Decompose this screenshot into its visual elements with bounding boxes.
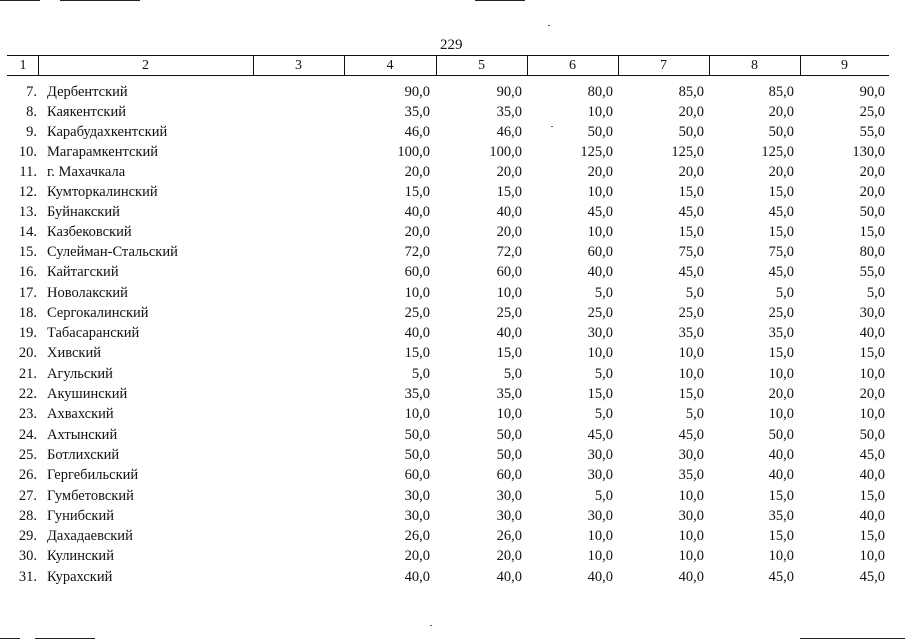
value-col-7: 40,0 bbox=[678, 569, 704, 585]
table-row bbox=[0, 244, 905, 264]
row-number: 31. bbox=[18, 569, 37, 585]
value-col-5: 50,0 bbox=[496, 427, 522, 443]
value-col-6: 15,0 bbox=[587, 386, 613, 402]
value-col-7: 10,0 bbox=[678, 548, 704, 564]
value-col-6: 60,0 bbox=[587, 244, 613, 260]
district-name: Табасаранский bbox=[47, 325, 140, 341]
district-name: Магарамкентский bbox=[47, 144, 158, 160]
value-col-7: 30,0 bbox=[678, 447, 704, 463]
column-header-3: 3 bbox=[295, 58, 302, 73]
value-col-9: 130,0 bbox=[852, 144, 885, 160]
value-col-9: 10,0 bbox=[859, 366, 885, 382]
value-col-6: 5,0 bbox=[594, 366, 613, 382]
district-name: г. Махачкала bbox=[47, 164, 126, 180]
value-col-4: 10,0 bbox=[404, 285, 430, 301]
value-col-9: 45,0 bbox=[859, 569, 885, 585]
value-col-7: 10,0 bbox=[678, 488, 704, 504]
value-col-4: 30,0 bbox=[404, 488, 430, 504]
value-col-4: 100,0 bbox=[397, 144, 430, 160]
value-col-8: 15,0 bbox=[768, 488, 794, 504]
table-row bbox=[0, 467, 905, 487]
table-row bbox=[0, 366, 905, 386]
value-col-4: 35,0 bbox=[404, 386, 430, 402]
value-col-8: 15,0 bbox=[768, 184, 794, 200]
value-col-5: 26,0 bbox=[496, 528, 522, 544]
value-col-6: 10,0 bbox=[587, 224, 613, 240]
scan-edge-bottom-right bbox=[800, 638, 905, 639]
column-header-2: 2 bbox=[142, 58, 149, 73]
value-col-9: 55,0 bbox=[859, 124, 885, 140]
district-name: Дахадаевский bbox=[47, 528, 133, 544]
value-col-5: 10,0 bbox=[496, 406, 522, 422]
district-name: Ахвахский bbox=[47, 406, 114, 422]
row-number: 19. bbox=[18, 325, 37, 341]
row-number: 20. bbox=[18, 345, 37, 361]
page-number: 229 bbox=[440, 37, 463, 53]
column-header-6: 6 bbox=[569, 58, 576, 73]
value-col-6: 40,0 bbox=[587, 569, 613, 585]
row-number: 12. bbox=[18, 184, 37, 200]
value-col-7: 75,0 bbox=[678, 244, 704, 260]
value-col-9: 10,0 bbox=[859, 406, 885, 422]
district-name: Новолакский bbox=[47, 285, 128, 301]
value-col-4: 60,0 bbox=[404, 467, 430, 483]
district-name: Кумторкалинский bbox=[47, 184, 158, 200]
table-row bbox=[0, 204, 905, 224]
value-col-4: 20,0 bbox=[404, 548, 430, 564]
value-col-7: 35,0 bbox=[678, 467, 704, 483]
value-col-5: 40,0 bbox=[496, 204, 522, 220]
district-name: Кайтагский bbox=[47, 264, 119, 280]
value-col-7: 10,0 bbox=[678, 528, 704, 544]
value-col-9: 15,0 bbox=[859, 528, 885, 544]
row-number: 16. bbox=[18, 264, 37, 280]
value-col-5: 30,0 bbox=[496, 508, 522, 524]
value-col-8: 10,0 bbox=[768, 406, 794, 422]
row-number: 24. bbox=[18, 427, 37, 443]
district-name: Акушинский bbox=[47, 386, 128, 402]
district-name: Хивский bbox=[47, 345, 101, 361]
value-col-5: 40,0 bbox=[496, 325, 522, 341]
value-col-6: 80,0 bbox=[587, 84, 613, 100]
value-col-5: 35,0 bbox=[496, 386, 522, 402]
value-col-4: 15,0 bbox=[404, 184, 430, 200]
value-col-9: 40,0 bbox=[859, 467, 885, 483]
value-col-6: 10,0 bbox=[587, 184, 613, 200]
value-col-7: 20,0 bbox=[678, 164, 704, 180]
district-name: Агульский bbox=[47, 366, 113, 382]
table-row bbox=[0, 144, 905, 164]
value-col-8: 15,0 bbox=[768, 345, 794, 361]
value-col-7: 10,0 bbox=[678, 345, 704, 361]
row-number: 22. bbox=[18, 386, 37, 402]
value-col-8: 40,0 bbox=[768, 467, 794, 483]
row-number: 27. bbox=[18, 488, 37, 504]
value-col-8: 45,0 bbox=[768, 264, 794, 280]
value-col-6: 25,0 bbox=[587, 305, 613, 321]
district-name: Гергебильский bbox=[47, 467, 139, 483]
value-col-6: 125,0 bbox=[580, 144, 613, 160]
value-col-4: 15,0 bbox=[404, 345, 430, 361]
table-row bbox=[0, 548, 905, 568]
table-row bbox=[0, 406, 905, 426]
table-row bbox=[0, 427, 905, 447]
value-col-8: 40,0 bbox=[768, 447, 794, 463]
row-number: 9. bbox=[26, 124, 37, 140]
district-name: Ботлихский bbox=[47, 447, 120, 463]
value-col-5: 100,0 bbox=[489, 144, 522, 160]
value-col-7: 45,0 bbox=[678, 264, 704, 280]
value-col-4: 26,0 bbox=[404, 528, 430, 544]
value-col-5: 15,0 bbox=[496, 345, 522, 361]
value-col-9: 40,0 bbox=[859, 508, 885, 524]
table-row bbox=[0, 386, 905, 406]
value-col-7: 30,0 bbox=[678, 508, 704, 524]
value-col-8: 125,0 bbox=[761, 144, 794, 160]
value-col-7: 25,0 bbox=[678, 305, 704, 321]
row-number: 10. bbox=[18, 144, 37, 160]
table-row bbox=[0, 104, 905, 124]
value-col-8: 15,0 bbox=[768, 224, 794, 240]
scan-speck bbox=[430, 625, 432, 626]
value-col-7: 15,0 bbox=[678, 184, 704, 200]
value-col-4: 90,0 bbox=[404, 84, 430, 100]
value-col-4: 30,0 bbox=[404, 508, 430, 524]
district-name: Кулинский bbox=[47, 548, 114, 564]
value-col-9: 10,0 bbox=[859, 548, 885, 564]
value-col-5: 20,0 bbox=[496, 548, 522, 564]
value-col-6: 30,0 bbox=[587, 467, 613, 483]
value-col-9: 20,0 bbox=[859, 386, 885, 402]
value-col-8: 75,0 bbox=[768, 244, 794, 260]
value-col-8: 35,0 bbox=[768, 508, 794, 524]
value-col-7: 15,0 bbox=[678, 224, 704, 240]
column-header-4: 4 bbox=[386, 58, 394, 73]
value-col-9: 90,0 bbox=[859, 84, 885, 100]
value-col-8: 5,0 bbox=[775, 285, 794, 301]
scan-edge-top-left bbox=[0, 0, 40, 1]
scan-edge-bottom-mid bbox=[35, 638, 95, 639]
district-name: Буйнакский bbox=[47, 204, 120, 220]
value-col-7: 10,0 bbox=[678, 366, 704, 382]
table-row bbox=[0, 447, 905, 467]
row-number: 28. bbox=[18, 508, 37, 524]
value-col-6: 45,0 bbox=[587, 204, 613, 220]
value-col-8: 35,0 bbox=[768, 325, 794, 341]
row-number: 30. bbox=[18, 548, 37, 564]
row-number: 18. bbox=[18, 305, 37, 321]
value-col-5: 90,0 bbox=[496, 84, 522, 100]
column-header-8: 8 bbox=[751, 58, 758, 73]
table-row bbox=[0, 569, 905, 589]
district-name: Карабудахкентский bbox=[47, 124, 168, 140]
value-col-7: 45,0 bbox=[678, 204, 704, 220]
value-col-7: 50,0 bbox=[678, 124, 704, 140]
value-col-8: 20,0 bbox=[768, 104, 794, 120]
value-col-7: 5,0 bbox=[685, 285, 704, 301]
value-col-4: 72,0 bbox=[404, 244, 430, 260]
value-col-9: 30,0 bbox=[859, 305, 885, 321]
table-row bbox=[0, 305, 905, 325]
value-col-8: 20,0 bbox=[768, 386, 794, 402]
value-col-5: 20,0 bbox=[496, 224, 522, 240]
value-col-8: 10,0 bbox=[768, 548, 794, 564]
value-col-7: 45,0 bbox=[678, 427, 704, 443]
district-name: Гунибский bbox=[47, 508, 114, 524]
value-col-9: 25,0 bbox=[859, 104, 885, 120]
value-col-5: 60,0 bbox=[496, 264, 522, 280]
value-col-6: 30,0 bbox=[587, 447, 613, 463]
row-number: 14. bbox=[18, 224, 37, 240]
table-row bbox=[0, 264, 905, 284]
value-col-9: 50,0 bbox=[859, 427, 885, 443]
value-col-5: 72,0 bbox=[496, 244, 522, 260]
value-col-9: 5,0 bbox=[866, 285, 885, 301]
district-name: Сулейман-Стальский bbox=[47, 244, 178, 260]
row-number: 21. bbox=[18, 366, 37, 382]
table-row bbox=[0, 528, 905, 548]
table-row bbox=[0, 184, 905, 204]
value-col-5: 40,0 bbox=[496, 569, 522, 585]
value-col-4: 50,0 bbox=[404, 447, 430, 463]
value-col-5: 15,0 bbox=[496, 184, 522, 200]
value-col-7: 5,0 bbox=[685, 406, 704, 422]
row-number: 17. bbox=[18, 285, 37, 301]
value-col-9: 45,0 bbox=[859, 447, 885, 463]
value-col-8: 20,0 bbox=[768, 164, 794, 180]
value-col-7: 35,0 bbox=[678, 325, 704, 341]
value-col-4: 60,0 bbox=[404, 264, 430, 280]
value-col-4: 20,0 bbox=[404, 224, 430, 240]
table-row bbox=[0, 488, 905, 508]
row-number: 13. bbox=[18, 204, 37, 220]
value-col-6: 40,0 bbox=[587, 264, 613, 280]
value-col-9: 15,0 bbox=[859, 345, 885, 361]
value-col-5: 46,0 bbox=[496, 124, 522, 140]
value-col-9: 20,0 bbox=[859, 184, 885, 200]
table-row bbox=[0, 224, 905, 244]
value-col-9: 40,0 bbox=[859, 325, 885, 341]
value-col-7: 85,0 bbox=[678, 84, 704, 100]
value-col-6: 45,0 bbox=[587, 427, 613, 443]
row-number: 8. bbox=[26, 104, 37, 120]
row-number: 15. bbox=[18, 244, 37, 260]
district-name: Гумбетовский bbox=[47, 488, 134, 504]
value-col-6: 10,0 bbox=[587, 345, 613, 361]
value-col-4: 40,0 bbox=[404, 325, 430, 341]
value-col-5: 60,0 bbox=[496, 467, 522, 483]
header-bottom-rule bbox=[7, 75, 889, 76]
district-name: Каякентский bbox=[47, 104, 126, 120]
column-header-7: 7 bbox=[660, 58, 667, 73]
value-col-6: 20,0 bbox=[587, 164, 613, 180]
value-col-6: 5,0 bbox=[594, 406, 613, 422]
value-col-8: 45,0 bbox=[768, 204, 794, 220]
column-header-9: 9 bbox=[841, 58, 848, 73]
value-col-8: 25,0 bbox=[768, 305, 794, 321]
scan-edge-bottom-left bbox=[0, 638, 20, 639]
value-col-8: 15,0 bbox=[768, 528, 794, 544]
table-row bbox=[0, 285, 905, 305]
value-col-4: 40,0 bbox=[404, 569, 430, 585]
value-col-6: 30,0 bbox=[587, 508, 613, 524]
value-col-4: 46,0 bbox=[404, 124, 430, 140]
value-col-4: 10,0 bbox=[404, 406, 430, 422]
row-number: 11. bbox=[19, 164, 37, 180]
value-col-6: 30,0 bbox=[587, 325, 613, 341]
table-row bbox=[0, 84, 905, 104]
value-col-9: 15,0 bbox=[859, 488, 885, 504]
value-col-5: 50,0 bbox=[496, 447, 522, 463]
value-col-6: 5,0 bbox=[594, 285, 613, 301]
column-header-1: 1 bbox=[19, 58, 27, 73]
district-name: Дербентский bbox=[47, 84, 128, 100]
value-col-5: 20,0 bbox=[496, 164, 522, 180]
value-col-7: 20,0 bbox=[678, 104, 704, 120]
value-col-4: 5,0 bbox=[411, 366, 430, 382]
value-col-8: 50,0 bbox=[768, 124, 794, 140]
value-col-5: 35,0 bbox=[496, 104, 522, 120]
value-col-9: 50,0 bbox=[859, 204, 885, 220]
value-col-8: 50,0 bbox=[768, 427, 794, 443]
value-col-4: 35,0 bbox=[404, 104, 430, 120]
row-number: 26. bbox=[18, 467, 37, 483]
value-col-4: 40,0 bbox=[404, 204, 430, 220]
value-col-5: 5,0 bbox=[503, 366, 522, 382]
scan-speck bbox=[548, 25, 550, 26]
value-col-7: 125,0 bbox=[671, 144, 704, 160]
column-header-5: 5 bbox=[478, 58, 485, 73]
value-col-6: 10,0 bbox=[587, 104, 613, 120]
scan-edge-top-mid bbox=[60, 0, 140, 1]
district-name: Сергокалинский bbox=[47, 305, 149, 321]
value-col-8: 85,0 bbox=[768, 84, 794, 100]
district-name: Курахский bbox=[47, 569, 113, 585]
value-col-8: 10,0 bbox=[768, 366, 794, 382]
value-col-4: 50,0 bbox=[404, 427, 430, 443]
district-name: Казбековский bbox=[47, 224, 132, 240]
value-col-7: 15,0 bbox=[678, 386, 704, 402]
table-row bbox=[0, 124, 905, 144]
table-row bbox=[0, 508, 905, 528]
value-col-9: 55,0 bbox=[859, 264, 885, 280]
header-top-rule bbox=[7, 55, 889, 56]
table-row bbox=[0, 345, 905, 365]
row-number: 25. bbox=[18, 447, 37, 463]
row-number: 23. bbox=[18, 406, 37, 422]
value-col-5: 10,0 bbox=[496, 285, 522, 301]
value-col-9: 80,0 bbox=[859, 244, 885, 260]
value-col-9: 20,0 bbox=[859, 164, 885, 180]
scan-edge-top-right bbox=[475, 0, 525, 1]
value-col-6: 10,0 bbox=[587, 548, 613, 564]
table-row bbox=[0, 325, 905, 345]
value-col-9: 15,0 bbox=[859, 224, 885, 240]
row-number: 7. bbox=[26, 84, 37, 100]
value-col-4: 25,0 bbox=[404, 305, 430, 321]
value-col-4: 20,0 bbox=[404, 164, 430, 180]
district-name: Ахтынский bbox=[47, 427, 118, 443]
value-col-6: 5,0 bbox=[594, 488, 613, 504]
row-number: 29. bbox=[18, 528, 37, 544]
value-col-8: 45,0 bbox=[768, 569, 794, 585]
value-col-6: 50,0 bbox=[587, 124, 613, 140]
value-col-6: 10,0 bbox=[587, 528, 613, 544]
value-col-5: 25,0 bbox=[496, 305, 522, 321]
table-row bbox=[0, 164, 905, 184]
value-col-5: 30,0 bbox=[496, 488, 522, 504]
